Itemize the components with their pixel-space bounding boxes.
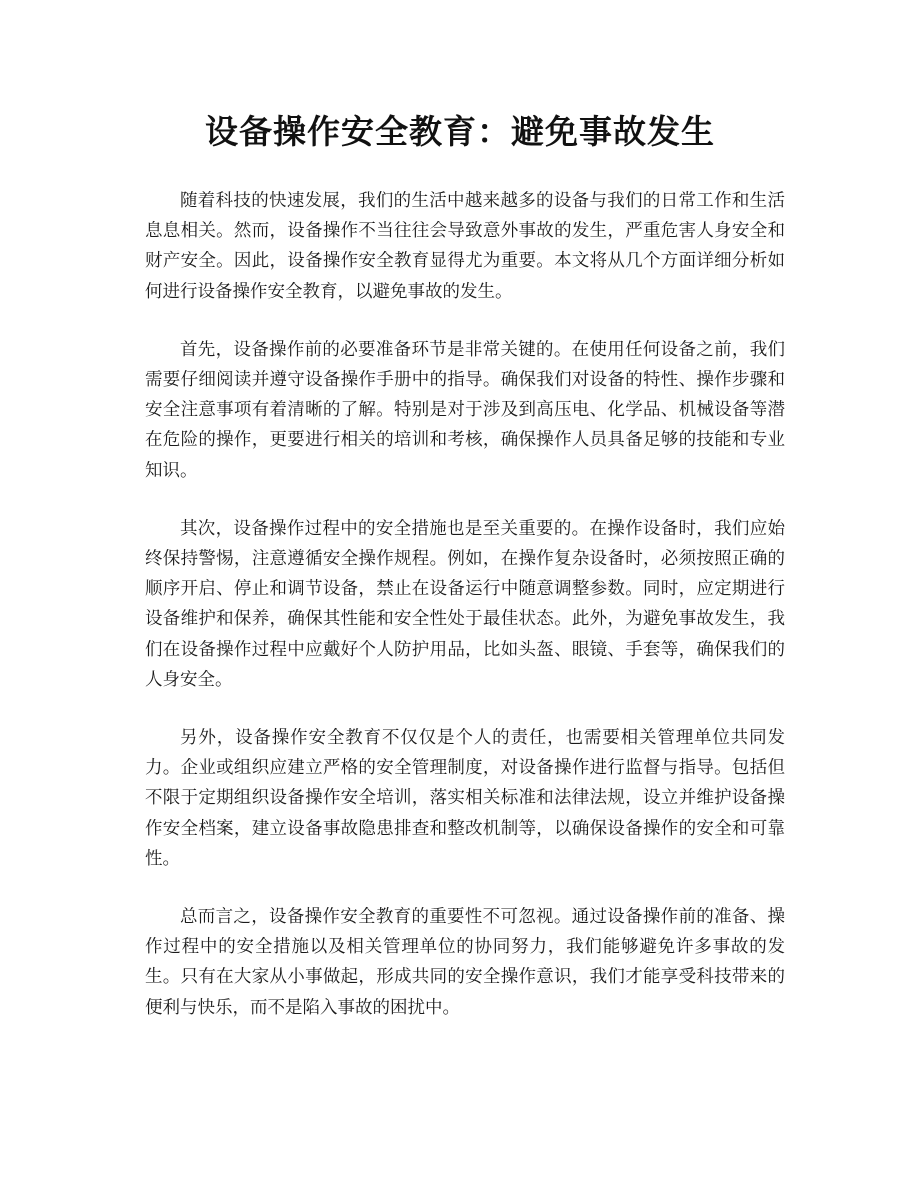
document-title: 设备操作安全教育：避免事故发生 (205, 112, 715, 151)
document-body (145, 186, 785, 1051)
paragraph-conclusion: 总而言之，设备操作安全教育的重要性不可忽视。通过设备操作前的准备、操作过程中的安全措施以及相关管理单位的协同努力，我们能够避免许多事故的发生。只有在大家从小事做起，形成共同的安全操作意识，我们才能享受科技带来的便利与快乐，而不是陷入事故的困扰中。 (145, 907, 785, 1018)
paragraph-management: 另外，设备操作安全教育不仅仅是个人的责任，也需要相关管理单位共同发力。企业或组织应建立严格的安全管理制度，对设备操作进行监督与指导。包括但不限于定期组织设备操作安全培训，落实相关标准和法律法规，设立并维护设备操作安全档案，建立设备事故隐患排查和整改机制等，以确保设备操作的安全和可靠性。 (145, 728, 785, 869)
paragraph-intro: 随着科技的快速发展，我们的生活中越来越多的设备与我们的日常工作和生活息息相关。然而，设备操作不当往往会导致意外事故的发生，严重危害人身安全和财产安全。因此，设备操作安全教育显得尤为重要。本文将从几个方面详细分析如何进行设备操作安全教育，以避免事故的发生。 (145, 191, 785, 302)
paragraph-safety-measures: 其次，设备操作过程中的安全措施也是至关重要的。在操作设备时，我们应始终保持警惕，注意遵循安全操作规程。例如，在操作复杂设备时，必须按照正确的顺序开启、停止和调节设备，禁止在设备运行中随意调整参数。同时，应定期进行设备维护和保养，确保其性能和安全性处于最佳状态。此外，为避免事故发生，我们在设备操作过程中应戴好个人防护用品，比如头盔、眼镜、手套等，确保我们的人身安全。 (145, 518, 785, 690)
paragraph-preparation: 首先，设备操作前的必要准备环节是非常关键的。在使用任何设备之前，我们需要仔细阅读并遵守设备操作手册中的指导。确保我们对设备的特性、操作步骤和安全注意事项有着清晰的了解。特别是对于涉及到高压电、化学品、机械设备等潜在危险的操作，更要进行相关的培训和考核，确保操作人员具备足够的技能和专业知识。 (145, 339, 785, 481)
